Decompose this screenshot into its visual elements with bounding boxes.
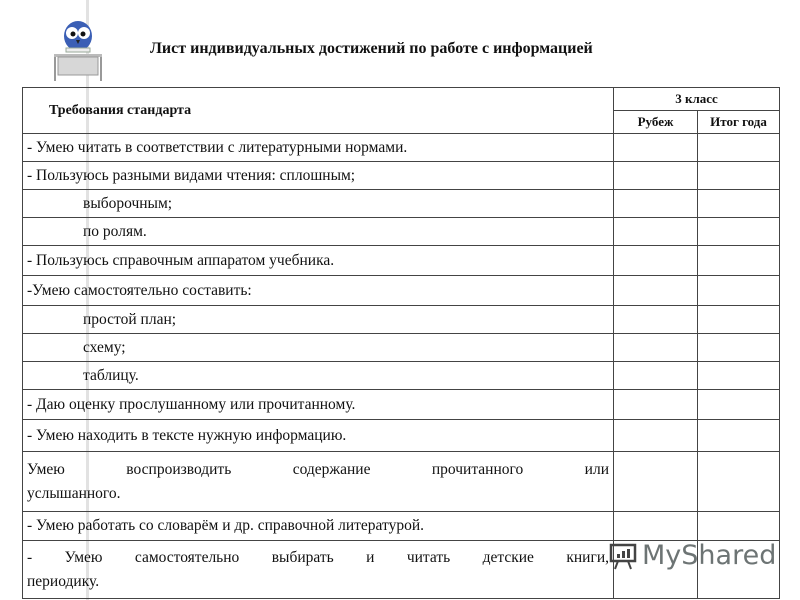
page-title: Лист индивидуальных достижений по работе с информацией	[150, 40, 593, 57]
table-row	[23, 452, 780, 512]
checkpoint-cell[interactable]	[614, 390, 698, 420]
year-result-cell[interactable]	[698, 334, 780, 362]
watermark-text: MyShared	[642, 540, 777, 571]
row-text-line: - Умею самостоятельно выбирать и читать детские книги,	[27, 548, 609, 566]
checkpoint-cell[interactable]	[614, 162, 698, 190]
grade-header: 3 класс	[614, 88, 780, 111]
table-row: - Умею работать со словарём и др. справочной литературой.	[23, 512, 780, 541]
year-result-cell[interactable]	[698, 276, 780, 306]
checkpoint-header: Рубеж	[614, 111, 698, 134]
year-result-cell[interactable]	[698, 306, 780, 334]
year-result-cell[interactable]	[698, 390, 780, 420]
table-row: -Умею самостоятельно составить:	[23, 276, 780, 306]
year-result-cell[interactable]	[698, 134, 780, 162]
owl-teacher-icon	[52, 18, 104, 82]
year-result-cell[interactable]	[698, 512, 780, 541]
table-row: - Умею читать в соответствии с литературными нормами.	[23, 134, 780, 162]
table-row: простой план;	[23, 306, 780, 334]
year-result-header: Итог года	[698, 111, 780, 134]
checkpoint-cell[interactable]	[614, 190, 698, 218]
table-row: схему;	[23, 334, 780, 362]
checkpoint-cell[interactable]	[614, 134, 698, 162]
year-result-cell[interactable]	[698, 362, 780, 390]
presentation-icon	[608, 541, 638, 571]
year-result-cell[interactable]	[698, 218, 780, 246]
table-row: - Пользуюсь справочным аппаратом учебника.	[23, 246, 780, 276]
table-row: - Даю оценку прослушанному или прочитанному.	[23, 390, 780, 420]
year-result-cell[interactable]	[698, 246, 780, 276]
checkpoint-cell[interactable]	[614, 362, 698, 390]
checkpoint-cell[interactable]	[614, 420, 698, 452]
year-result-cell[interactable]	[698, 420, 780, 452]
watermark	[608, 540, 776, 571]
year-result-cell[interactable]	[698, 190, 780, 218]
checkpoint-cell[interactable]	[614, 276, 698, 306]
row-text-line: услышанного.	[27, 484, 121, 502]
checkpoint-cell[interactable]	[614, 218, 698, 246]
table-row: выборочным;	[23, 190, 780, 218]
achievements-table	[22, 87, 780, 599]
year-result-cell[interactable]	[698, 162, 780, 190]
checkpoint-cell[interactable]	[614, 306, 698, 334]
table-row: - Пользуюсь разными видами чтения: сплошным;	[23, 162, 780, 190]
year-result-cell[interactable]	[698, 452, 780, 512]
row-text-line: Умею воспроизводить содержание прочитанного или	[27, 460, 609, 478]
table-row: таблицу.	[23, 362, 780, 390]
requirements-header: Требования стандарта	[23, 88, 614, 134]
checkpoint-cell[interactable]	[614, 452, 698, 512]
checkpoint-cell[interactable]	[614, 246, 698, 276]
checkpoint-cell[interactable]	[614, 334, 698, 362]
checkpoint-cell[interactable]	[614, 512, 698, 541]
table-row: по ролям.	[23, 218, 780, 246]
row-text-line: периодику.	[27, 572, 100, 590]
table-row: - Умею находить в тексте нужную информацию.	[23, 420, 780, 452]
